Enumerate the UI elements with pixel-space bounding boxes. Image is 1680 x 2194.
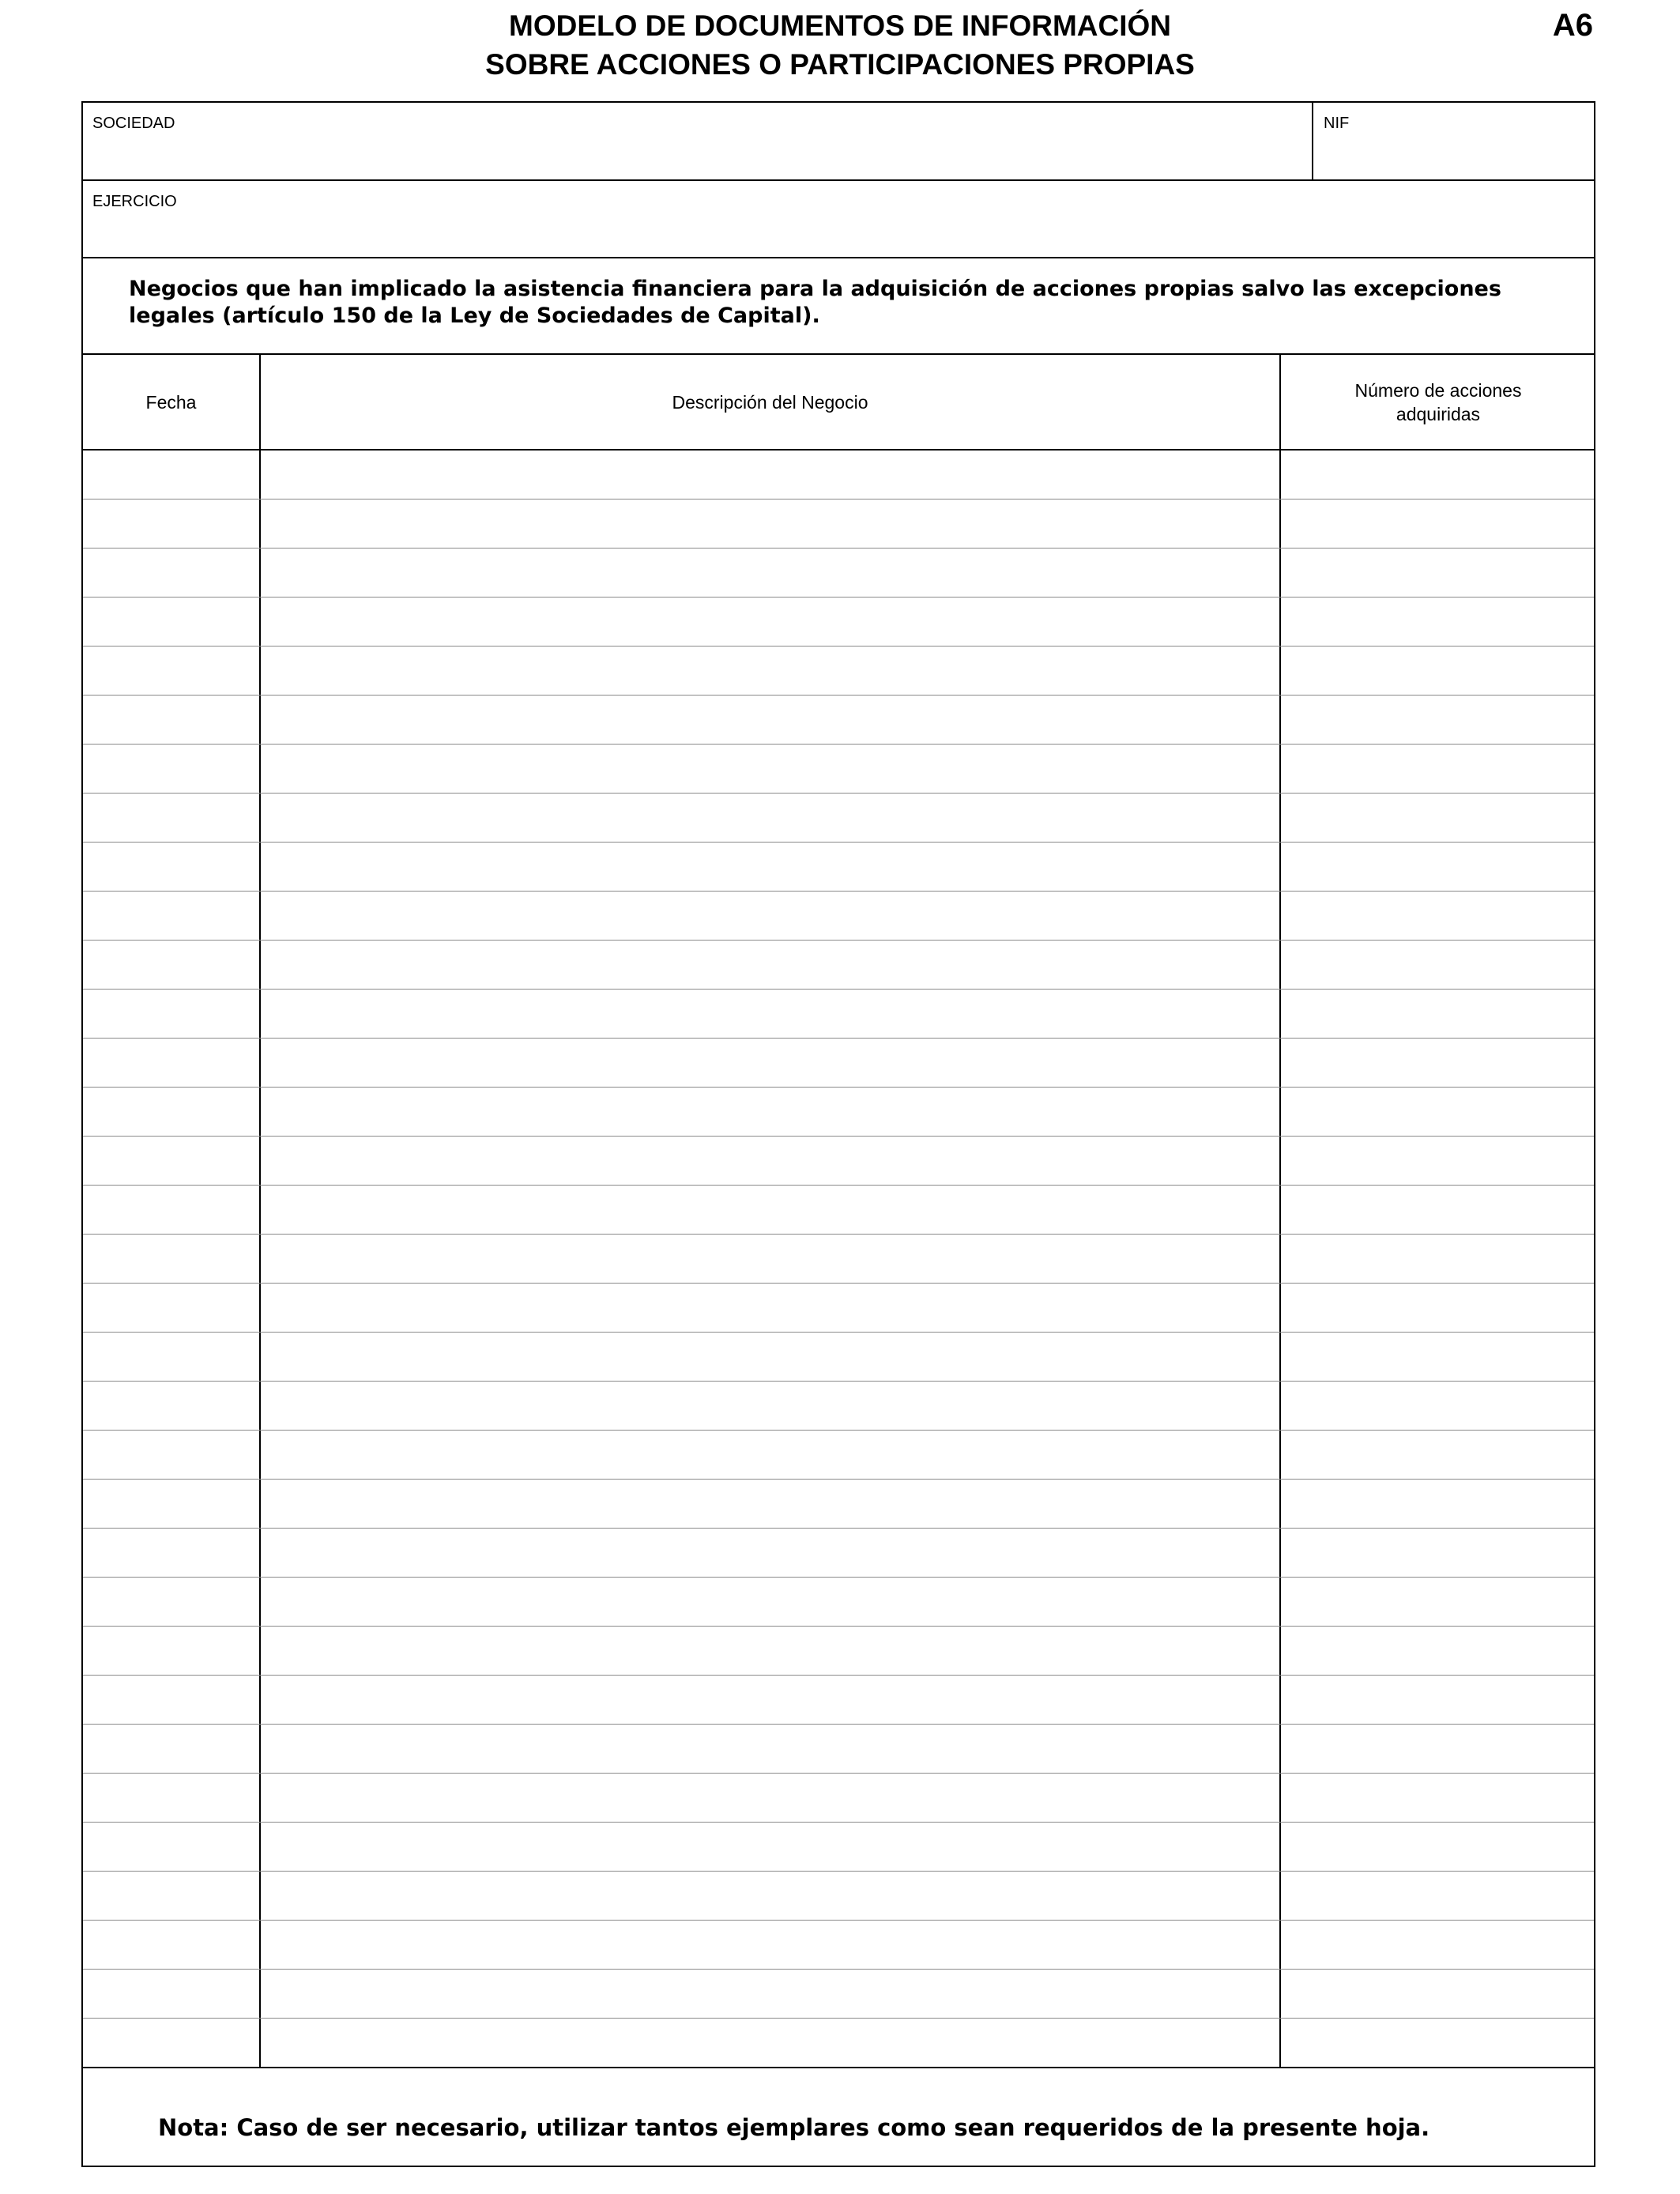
table-row [83,1235,1594,1284]
cell-descripcion[interactable] [261,1480,1279,1528]
cell-fecha[interactable] [83,1235,259,1283]
cell-numero-acciones[interactable] [1281,1823,1595,1871]
cell-numero-acciones[interactable] [1281,1872,1595,1920]
cell-fecha[interactable] [83,598,259,646]
nif-field[interactable] [1313,103,1594,179]
form-title [0,6,1680,84]
cell-numero-acciones[interactable] [1281,499,1595,548]
cell-descripcion[interactable] [261,941,1279,989]
form-title-line-1: MODELO DE DOCUMENTOS DE INFORMACIÓN [509,9,1171,42]
cell-descripcion[interactable] [261,843,1279,891]
cell-fecha[interactable] [83,745,259,793]
cell-descripcion[interactable] [261,1284,1279,1332]
table-row [83,548,1594,598]
cell-numero-acciones[interactable] [1281,892,1595,940]
table-row [83,1529,1594,1578]
cell-fecha[interactable] [83,1039,259,1087]
cell-numero-acciones[interactable] [1281,1725,1595,1773]
cell-fecha[interactable] [83,794,259,842]
table-row [83,1970,1594,2019]
cell-numero-acciones[interactable] [1281,990,1595,1038]
table-row [83,745,1594,794]
cell-descripcion[interactable] [261,1676,1279,1724]
cell-descripcion[interactable] [261,647,1279,695]
cell-numero-acciones[interactable] [1281,1970,1595,2018]
cell-descripcion[interactable] [261,990,1279,1038]
cell-descripcion[interactable] [261,1823,1279,1871]
cell-numero-acciones[interactable] [1281,794,1595,842]
table-row [83,1137,1594,1186]
table-row [83,1921,1594,1970]
cell-numero-acciones[interactable] [1281,450,1595,499]
table-row [83,794,1594,843]
cell-numero-acciones[interactable] [1281,598,1595,646]
cell-fecha[interactable] [83,990,259,1038]
table-row [83,1186,1594,1235]
sociedad-label: SOCIEDAD [92,115,175,132]
cell-numero-acciones[interactable] [1281,1921,1595,1969]
table-row [83,2019,1594,2068]
cell-numero-acciones[interactable] [1281,1235,1595,1283]
cell-descripcion[interactable] [261,1529,1279,1577]
sociedad-field[interactable] [83,103,1312,179]
table-row [83,1039,1594,1088]
cell-fecha[interactable] [83,1676,259,1724]
cell-numero-acciones[interactable] [1281,1333,1595,1381]
table-row [83,1627,1594,1676]
column-header-descripcion: Descripción del Negocio [672,391,868,413]
cell-fecha[interactable] [83,1284,259,1332]
cell-numero-acciones[interactable] [1281,1480,1595,1528]
cell-numero-acciones[interactable] [1281,1382,1595,1430]
cell-descripcion[interactable] [261,1382,1279,1430]
cell-fecha[interactable] [83,548,259,597]
form-frame [81,101,1595,2167]
cell-fecha[interactable] [83,1137,259,1185]
cell-descripcion[interactable] [261,1725,1279,1773]
table-row [83,696,1594,745]
cell-numero-acciones[interactable] [1281,745,1595,793]
cell-fecha[interactable] [83,892,259,940]
cell-fecha[interactable] [83,1921,259,1969]
footer-note: Nota: Caso de ser necesario, utilizar tantos ejemplares como sean requeridos de la presente hoja. [158,2114,1430,2141]
cell-fecha[interactable] [83,450,259,499]
table-row [83,990,1594,1039]
cell-fecha[interactable] [83,1088,259,1136]
cell-fecha[interactable] [83,1186,259,1234]
cell-numero-acciones[interactable] [1281,1774,1595,1822]
table-row [83,1872,1594,1921]
cell-fecha[interactable] [83,1578,259,1626]
cell-descripcion[interactable] [261,1137,1279,1185]
cell-descripcion[interactable] [261,1921,1279,1969]
table-row [83,1774,1594,1823]
cell-fecha[interactable] [83,1970,259,2018]
cell-numero-acciones[interactable] [1281,1431,1595,1479]
cell-descripcion[interactable] [261,1627,1279,1675]
table-body [83,450,1594,2067]
cell-numero-acciones[interactable] [1281,696,1595,744]
cell-descripcion[interactable] [261,1578,1279,1626]
table-row [83,1676,1594,1725]
cell-descripcion[interactable] [261,1235,1279,1283]
cell-numero-acciones[interactable] [1281,2019,1595,2068]
table-row [83,1284,1594,1333]
ejercicio-label: EJERCICIO [92,193,177,210]
cell-descripcion[interactable] [261,1872,1279,1920]
cell-fecha[interactable] [83,696,259,744]
cell-descripcion[interactable] [261,548,1279,597]
table-row [83,843,1594,892]
cell-descripcion[interactable] [261,1431,1279,1479]
cell-fecha[interactable] [83,1529,259,1577]
cell-fecha[interactable] [83,843,259,891]
cell-numero-acciones[interactable] [1281,1676,1595,1724]
column-header-fecha: Fecha [145,391,197,413]
cell-descripcion[interactable] [261,1088,1279,1136]
cell-fecha[interactable] [83,499,259,548]
cell-descripcion[interactable] [261,1970,1279,2018]
table-row [83,892,1594,941]
form-title-line-2: SOBRE ACCIONES O PARTICIPACIONES PROPIAS [485,48,1195,81]
table-row [83,1725,1594,1774]
table-row [83,598,1594,647]
ejercicio-field[interactable] [83,181,1594,257]
cell-numero-acciones[interactable] [1281,1088,1595,1136]
table-row [83,1578,1594,1627]
cell-fecha[interactable] [83,1333,259,1381]
table-row [83,1333,1594,1382]
table-row [83,1088,1594,1137]
cell-fecha[interactable] [83,1725,259,1773]
cell-descripcion[interactable] [261,1774,1279,1822]
sociedad-nif-row [83,103,1594,181]
cell-numero-acciones[interactable] [1281,548,1595,597]
cell-numero-acciones[interactable] [1281,1627,1595,1675]
cell-descripcion[interactable] [261,696,1279,744]
cell-descripcion[interactable] [261,1186,1279,1234]
negocios-table [83,353,1594,2068]
nif-label: NIF [1324,115,1350,132]
table-row [83,499,1594,548]
cell-descripcion[interactable] [261,794,1279,842]
table-row [83,1382,1594,1431]
cell-fecha[interactable] [83,1872,259,1920]
ejercicio-row [83,181,1594,258]
column-header-numero-acciones: Número de acciones adquiridas [1354,379,1522,424]
cell-descripcion[interactable] [261,499,1279,548]
cell-numero-acciones[interactable] [1281,1284,1595,1332]
cell-descripcion[interactable] [261,892,1279,940]
cell-fecha[interactable] [83,1627,259,1675]
cell-fecha[interactable] [83,1382,259,1430]
cell-numero-acciones[interactable] [1281,1186,1595,1234]
cell-fecha[interactable] [83,647,259,695]
cell-numero-acciones[interactable] [1281,1529,1595,1577]
table-row [83,1480,1594,1529]
table-row [83,647,1594,696]
cell-fecha[interactable] [83,1431,259,1479]
cell-descripcion[interactable] [261,450,1279,499]
cell-fecha[interactable] [83,1823,259,1871]
cell-fecha[interactable] [83,2019,259,2068]
cell-numero-acciones[interactable] [1281,1039,1595,1087]
form-code: A6 [1552,8,1593,43]
cell-fecha[interactable] [83,1774,259,1822]
cell-fecha[interactable] [83,1480,259,1528]
cell-numero-acciones[interactable] [1281,843,1595,891]
table-row [83,450,1594,499]
table-row [83,1823,1594,1872]
cell-numero-acciones[interactable] [1281,647,1595,695]
cell-descripcion[interactable] [261,598,1279,646]
table-row [83,1431,1594,1480]
section-heading-box [83,258,1594,353]
cell-descripcion[interactable] [261,745,1279,793]
cell-numero-acciones[interactable] [1281,1137,1595,1185]
cell-numero-acciones[interactable] [1281,941,1595,989]
cell-descripcion[interactable] [261,1333,1279,1381]
section-title: Negocios que han implicado la asistencia financiera para la adquisición de acciones propias salvo las excepciones legales (artículo 150 de la Ley de Sociedades de Capital). [129,277,1501,328]
table-row [83,941,1594,990]
cell-descripcion[interactable] [261,2019,1279,2068]
cell-fecha[interactable] [83,941,259,989]
cell-descripcion[interactable] [261,1039,1279,1087]
cell-numero-acciones[interactable] [1281,1578,1595,1626]
